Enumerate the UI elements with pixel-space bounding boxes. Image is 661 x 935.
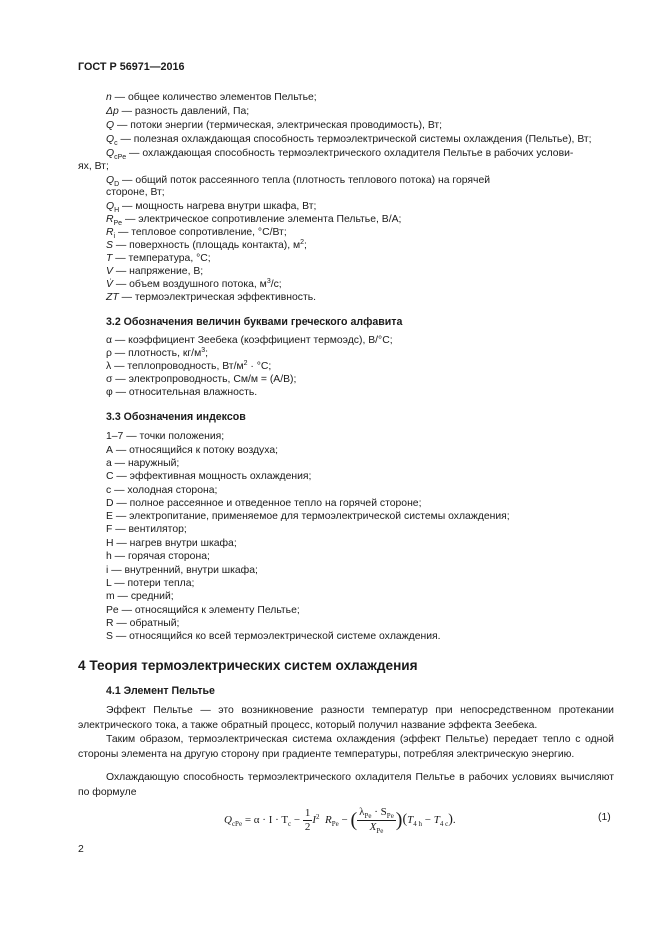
symbol-line: T — температура, °С; [106,253,211,264]
page-number: 2 [78,844,84,855]
symbol-line: Q — потоки энергии (термическая, электрическая проводимость), Вт; [106,120,443,131]
symbol-line: $Q_{cPe}$ — охлаждающая способность термоэлектрического охладителя Пельтье в рабочих услови- [106,148,574,161]
index-line: с — холодная сторона; [106,485,218,496]
symbol-line: V̇ — объем воздушного потока, $м^3/с$; [106,278,282,290]
section-heading-4-1: 4.1 Элемент Пельтье [106,685,215,697]
greek-symbol-line: λ — теплопроводность, $Вт/м^2 \cdot ^\circ С$; [106,360,272,372]
index-line: L — потери тепла; [106,578,195,589]
symbol-line: $R_i$ — тепловое сопротивление, °С/Вт; [106,227,287,240]
index-line: m — средний; [106,591,174,602]
body-paragraph: Охлаждающую способность термоэлектрического охладителя Пельтье в рабочих условиях вычисляют по формуле [78,772,614,798]
greek-symbol-line: α — коэффициент Зеебека (коэффициент термоэдс), В/°С; [106,335,393,346]
index-line: а — наружный; [106,458,180,469]
fraction-lambda-s-over-x: $\frac{\lambda_{Pe} \cdot S_{Pe}}{X_{Pe}}$ [359,806,394,835]
index-line: R — обратный; [106,618,180,629]
index-line: S — относящийся ко всей термоэлектрической системе охлаждения. [106,631,441,642]
index-line: А — относящийся к потоку воздуха; [106,445,278,456]
symbol-line: n — общее количество элементов Пельтье; [106,92,317,103]
section-heading-3-2: 3.2 Обозначения величин буквами греческого алфавита [106,316,403,328]
greek-symbol-line: σ — электропроводность, См/м = (А/В); [106,374,297,385]
section-heading-4: 4 Теория термоэлектрических систем охлаждения [78,658,418,673]
section-heading-3-3: 3.3 Обозначения индексов [106,411,246,423]
formula-1: $Q_{cPe} = \alpha \cdot I \cdot T_c$ − $\frac{1}{2}$ $I^2$ $R_{Pe}$ − ( $\frac{\lambda_{Pe} \cdot S_{Pe}}{X_{Pe}}$ )$(T_{4 h} - T_{4 c})$. [224,806,456,835]
symbol-line-continuation: стороне, Вт; [106,187,165,198]
symbol-line-continuation: ях, Вт; [78,161,109,172]
index-line: 1–7 — точки положения; [106,431,225,442]
symbol-line: Δp — разность давлений, Па; [106,106,250,117]
symbol-line: $R_{Pe}$ — электрическое сопротивление элемента Пельтье, В/А; [106,214,402,227]
index-line: Pe — относящийся к элементу Пельтье; [106,605,300,616]
index-line: D — полное рассеянное и отведенное тепло на горячей стороне; [106,498,422,509]
index-line: F — вентилятор; [106,524,187,535]
index-line: i — внутренний, внутри шкафа; [106,565,258,576]
index-line: С — эффективная мощность охлаждения; [106,471,312,482]
greek-symbol-line: φ — относительная влажность. [106,387,258,398]
index-line: Е — электропитание, применяемое для термоэлектрической системы охлаждения; [106,511,510,522]
index-line: Н — нагрев внутри шкафа; [106,538,237,549]
symbol-line: $Q_H$ — мощность нагрева внутри шкафа, Вт; [106,201,317,214]
body-paragraph: Эффект Пельтье — это возникновение разности температур при непосредственном протекании электрического тока, а также обратный процесс, который получил название эффекта Зеебека. [78,705,614,731]
body-paragraph: Таким образом, термоэлектрическая система охлаждения (эффект Пельтье) передает тепло с одной стороны элемента на другую сторону при градиенте температуры, потребляя электрическую энергию. [78,734,614,760]
equation-number: (1) [598,812,611,823]
fraction-half: $\frac{1}{2}$ [304,807,311,833]
index-line: h — горячая сторона; [106,551,210,562]
standard-header: ГОСТ Р 56971—2016 [78,61,185,73]
symbol-line: V — напряжение, В; [106,266,204,277]
symbol-line: S — поверхность (площадь контакта), $м^2$; [106,239,307,251]
symbol-line: $Q_D$ — общий поток рассеянного тепла (плотность теплового потока) на горячей [106,175,491,188]
symbol-line: ZT — термоэлектрическая эффективность. [106,292,317,303]
symbol-line: $Q_c$ — полезная охлаждающая способность термоэлектрической системы охлаждения (Пельтье), Вт; [106,134,592,147]
greek-symbol-line: ρ — плотность, $кг/м^3$; [106,347,209,359]
